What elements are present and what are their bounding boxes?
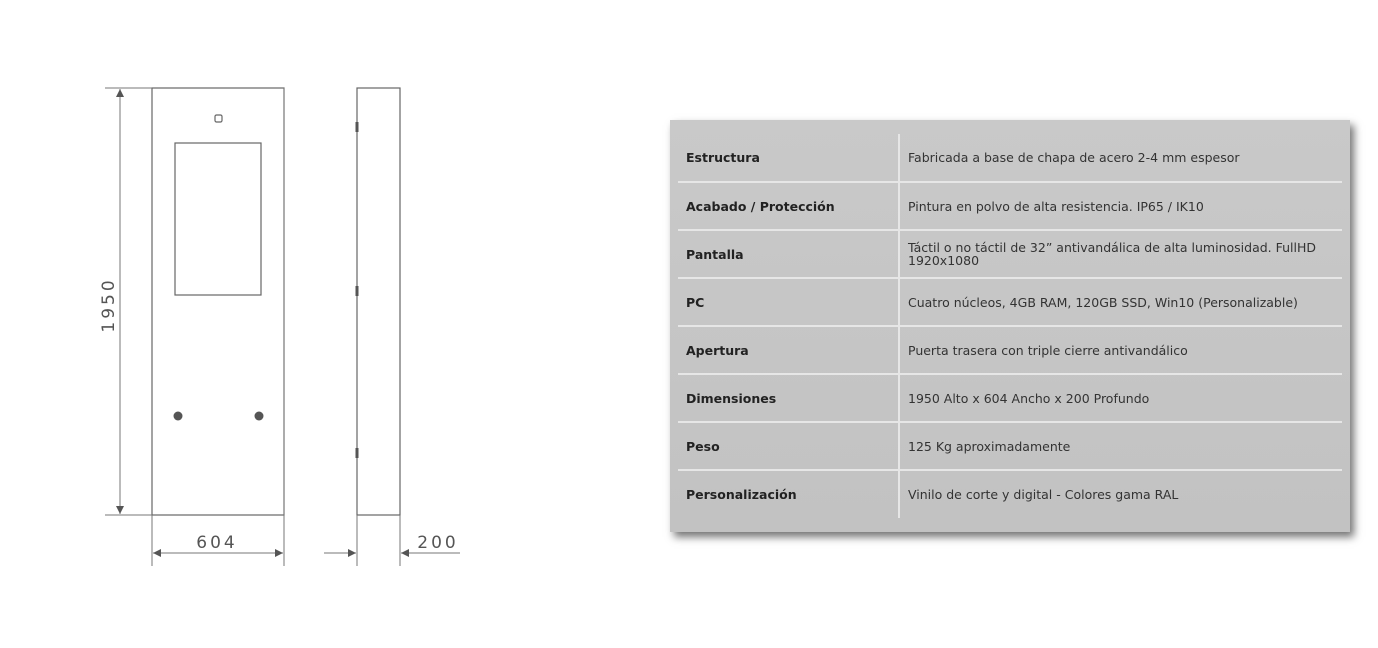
spec-value: Puerta trasera con triple cierre antivandálico	[899, 326, 1342, 374]
spec-value: 1950 Alto x 604 Ancho x 200 Profundo	[899, 374, 1342, 422]
spec-label: PC	[678, 278, 899, 326]
spec-value: Cuatro núcleos, 4GB RAM, 120GB SSD, Win10 (Personalizable)	[899, 278, 1342, 326]
spec-label: Apertura	[678, 326, 899, 374]
width-dimension-label: 604	[196, 533, 238, 553]
spec-value: Táctil o no táctil de 32” antivandálica de alta luminosidad. FullHD 1920x1080	[899, 230, 1342, 278]
width-dimension	[152, 88, 284, 566]
specifications-panel	[670, 120, 1350, 532]
kiosk-screen	[175, 143, 261, 295]
spec-row	[678, 278, 1342, 326]
kiosk-bolt-right	[255, 412, 264, 421]
spec-row	[678, 470, 1342, 518]
kiosk-front-body	[152, 88, 284, 515]
spec-label: Pantalla	[678, 230, 899, 278]
front-view	[152, 88, 284, 515]
spec-row	[678, 134, 1342, 182]
spec-value: Fabricada a base de chapa de acero 2-4 mm espesor	[899, 134, 1342, 182]
kiosk-technical-drawing	[0, 0, 640, 648]
spec-label: Personalización	[678, 470, 899, 518]
spec-row	[678, 422, 1342, 470]
side-view	[357, 88, 400, 515]
specifications-table	[678, 134, 1342, 518]
spec-value: Pintura en polvo de alta resistencia. IP65 / IK10	[899, 182, 1342, 230]
height-dimension-label: 1950	[99, 277, 119, 333]
kiosk-side-body	[357, 88, 400, 515]
spec-row	[678, 374, 1342, 422]
spec-value: 125 Kg aproximadamente	[899, 422, 1342, 470]
depth-dimension-label: 200	[417, 533, 459, 553]
spec-value: Vinilo de corte y digital - Colores gama RAL	[908, 487, 1179, 502]
spec-label: Peso	[678, 422, 899, 470]
spec-label: Acabado / Protección	[678, 182, 899, 230]
spec-label: Estructura	[678, 134, 899, 182]
spec-row	[678, 230, 1342, 278]
spec-row	[678, 182, 1342, 230]
kiosk-bolt-left	[174, 412, 183, 421]
kiosk-camera	[215, 115, 222, 122]
spec-row	[678, 326, 1342, 374]
spec-label: Dimensiones	[678, 374, 899, 422]
